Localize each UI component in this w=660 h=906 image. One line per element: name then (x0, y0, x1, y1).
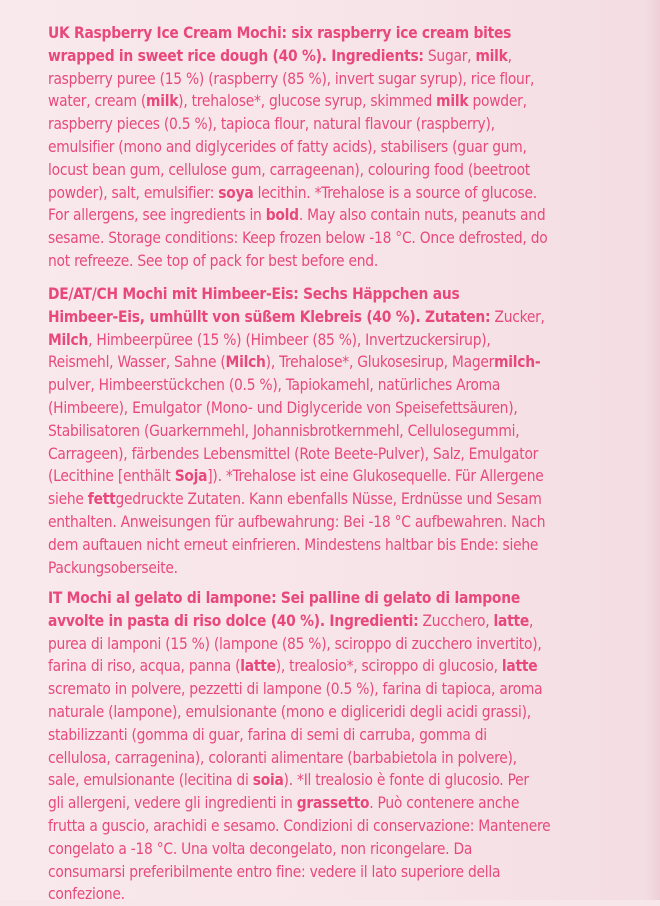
text-segment: Zucchero, (418, 611, 494, 630)
text-line (48, 557, 652, 580)
text-segment: . May also contain nuts, peanuts and (298, 206, 546, 225)
text-segment: raspberry puree (15 %) (raspberry (85 %), invert sugar syrup), rice flour, (48, 69, 535, 88)
text-line (48, 633, 652, 656)
text-segment: gedruckte Zutaten. Kann ebenfalls Nüsse, Erdnüsse und Sesam (115, 490, 542, 509)
text-line (48, 182, 652, 205)
text-segment: frutta a guscio, arachidi e sesamo. Condizioni di conservazione: Mantenere (48, 816, 551, 835)
text-segment: Stabilisatoren (Guarkernmehl, Johannisbrotkernmehl, Cellulosegummi, (48, 421, 520, 440)
bold-text-segment: bold (265, 206, 299, 225)
text-line (48, 838, 652, 861)
bold-text-segment: soia (252, 771, 284, 790)
text-line (48, 227, 652, 250)
bold-text-segment: milk (146, 92, 179, 111)
text-segment: emulsifier (mono and diglycerides of fatty acids), stabilisers (guar gum, (48, 137, 527, 156)
text-segment: scremato in polvere, pezzetti di lampone (0.5 %), farina di tapioca, aroma (48, 680, 543, 699)
text-segment: Sugar, (423, 46, 476, 65)
text-segment: powder, (468, 92, 527, 111)
text-segment: ), Trehalose*, Glukosesirup, Mager (265, 353, 495, 372)
bold-text-segment: Himbeer-Eis, umhüllt von süßem Klebreis (40 %). Zutaten: (48, 307, 491, 326)
text-line (48, 769, 652, 792)
text-line (48, 655, 652, 678)
text-segment: purea di lamponi (15 %) (lampone (85 %), sciroppo di zucchero invertito), (48, 634, 542, 653)
bold-text-segment: IT Mochi al gelato di lampone: Sei palline di gelato di lampone (48, 589, 520, 607)
text-line (48, 351, 652, 374)
text-segment: enthalten. Anweisungen für aufbewahrung: Bei -18 °C aufbewahren. Nach (48, 512, 546, 531)
text-line (48, 883, 652, 906)
text-segment: ), trehalose*, glucose syrup, skimmed (178, 92, 437, 111)
text-line (48, 724, 652, 747)
text-line (48, 283, 652, 306)
text-segment: congelato a -18 °C. Una volta decongelato, non ricongelare. Da (48, 839, 473, 858)
section-uk (0, 22, 660, 273)
text-line (48, 511, 652, 534)
text-segment: Zucker, (490, 307, 545, 326)
text-line (48, 792, 652, 815)
text-line (48, 329, 652, 352)
text-line (48, 306, 652, 329)
text-segment: gli allergeni, vedere gli ingredienti in (48, 794, 297, 813)
text-segment: dem auftauen nicht erneut einfrieren. Mindestens haltbar bis Ende: siehe (48, 535, 539, 554)
bold-text-segment: latte (501, 657, 538, 676)
text-segment: not refreeze. See top of pack for best before end. (48, 251, 378, 270)
text-segment: consumarsi preferibilmente entro fine: vedere il lato superiore della (48, 862, 501, 881)
bold-text-segment: DE/AT/CH Mochi mit Himbeer-Eis: Sechs Häppchen aus (48, 285, 460, 303)
text-line (48, 701, 652, 724)
bold-text-segment: milk (436, 92, 469, 111)
text-line (48, 90, 652, 113)
text-line (48, 136, 652, 159)
text-segment: naturale (lampone), emulsionante (mono e digliceridi degli acidi grassi), (48, 702, 531, 721)
text-line (48, 747, 652, 770)
text-segment: For allergens, see ingredients in (48, 206, 266, 225)
text-segment: Carrageen), färbendes Lebensmittel (Rote Beete-Pulver), Salz, Emulgator (48, 444, 539, 463)
text-line (48, 465, 652, 488)
text-segment: , Himbeerpüree (15 %) (Himbeer (85 %), Invertzuckersirup), (88, 330, 491, 349)
text-segment: Reismehl, Wasser, Sahne ( (48, 353, 226, 372)
text-line (48, 534, 652, 557)
bold-text-segment: milk (475, 46, 508, 65)
bold-text-segment: grassetto (296, 794, 370, 813)
text-segment: (Himbeere), Emulgator (Mono- und Diglyceride von Speisefettsäuren), (48, 398, 518, 417)
bold-text-segment: Milch (225, 353, 266, 372)
text-line (48, 374, 652, 397)
text-segment: siehe (48, 490, 88, 509)
text-segment: water, cream ( (48, 92, 147, 111)
text-segment: confezione. (48, 885, 125, 904)
text-segment: , (507, 46, 512, 65)
text-segment: (Lecithine [enthält (48, 467, 175, 486)
text-line (48, 610, 652, 633)
text-line (48, 68, 652, 91)
bold-text-segment: wrapped in sweet rice dough (40 %). Ingredients: (48, 46, 424, 65)
text-segment: pulver, Himbeerstückchen (0.5 %), Tapiokamehl, natürliches Aroma (48, 376, 501, 395)
bold-text-segment: fett (87, 490, 116, 509)
text-line (48, 22, 652, 45)
text-segment: stabilizzanti (gomma di guar, farina di semi di carruba, gomma di (48, 725, 487, 744)
text-line (48, 113, 652, 136)
bold-text-segment: latte (240, 657, 276, 676)
text-segment: Packungsoberseite. (48, 558, 178, 577)
text-segment: raspberry pieces (0.5 %), tapioca flour, natural flavour (raspberry), (48, 115, 495, 134)
text-line (48, 250, 652, 273)
bold-text-segment: UK Raspberry Ice Cream Mochi: six raspberry ice cream bites (48, 24, 512, 42)
text-line (48, 159, 652, 182)
section-de-at-ch (0, 283, 660, 579)
section-it (0, 587, 660, 906)
text-segment: . Può contenere anche (369, 794, 520, 813)
text-line (48, 587, 652, 610)
bold-text-segment: Milch (48, 330, 89, 349)
text-segment: locust bean gum, cellulose gum, carrageenan), colouring food (beetroot (48, 160, 530, 179)
bold-text-segment: latte (493, 611, 529, 630)
text-line (48, 420, 652, 443)
bold-text-segment: avvolte in pasta di riso dolce (40 %). Ingredienti: (48, 611, 419, 630)
text-segment: , (528, 611, 534, 630)
bold-text-segment: milch- (494, 353, 541, 372)
text-segment: ). *Il trealosio è fonte di glucosio. Per (283, 771, 529, 790)
text-line (48, 45, 652, 68)
text-segment: sale, emulsionante (lecitina di (48, 771, 253, 790)
text-segment: powder), salt, emulsifier: (48, 183, 219, 202)
text-segment: ), trealosio*, sciroppo di glucosio, (275, 657, 502, 676)
text-line (48, 443, 652, 466)
bold-text-segment: soya (218, 183, 254, 202)
text-line (48, 815, 652, 838)
text-line (48, 204, 652, 227)
text-segment: farina di riso, acqua, panna ( (48, 657, 241, 676)
text-segment: cellulosa, carragenina), coloranti alimentare (barbabietola in polvere), (48, 748, 517, 767)
text-line (48, 397, 652, 420)
text-line (48, 488, 652, 511)
bold-text-segment: Soja (174, 467, 208, 486)
text-segment: ]). *Trehalose ist eine Glukosequelle. Für Allergene (207, 467, 544, 486)
text-segment: sesame. Storage conditions: Keep frozen below -18 °C. Once defrosted, do (48, 229, 548, 248)
text-segment: lecithin. *Trehalose is a source of glucose. (253, 183, 537, 202)
text-line (48, 861, 652, 884)
text-line (48, 678, 652, 701)
